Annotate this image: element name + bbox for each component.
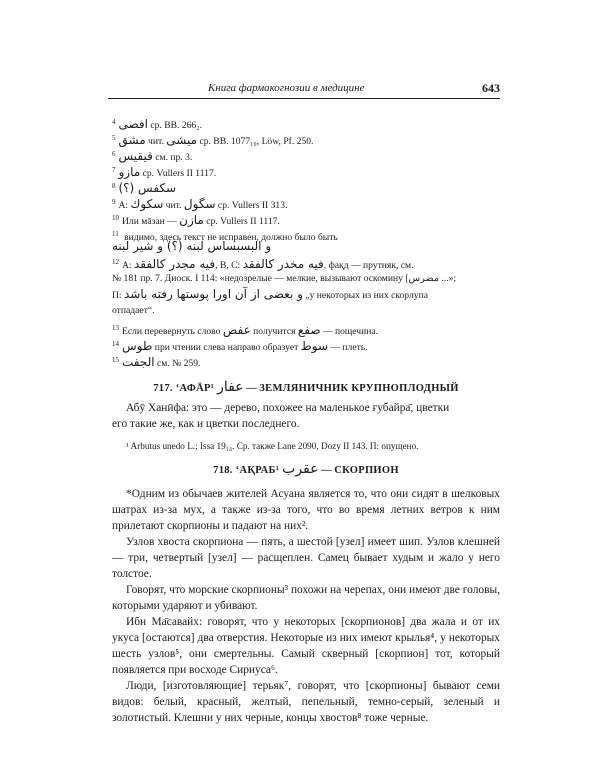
footnote-4: $^4$ افصى ср. BB. 266₂.: [112, 117, 202, 132]
footnote-12-line2: № 181 пр. 7. Диоск. I 114: «недозрелые — мелкие, вызывают оскомину [مضرس ...»;: [112, 273, 457, 284]
entry-717-line1: Абӯ Ханӣфа: это — дерево, похожее на маленькое ғубайра̄, цветки: [126, 402, 450, 414]
footnote-8: $^8$ سكفس (؟): [112, 181, 177, 196]
paragraph: Люди, [изготовляющие] терьяк⁷, говорят, что [скорпионы] бывают семи видов: белый, красный, желтый, пепельный, темно-серый, зеленый и золотистый. Клешни у них черные, концы хвостов⁸ тоже черные.: [112, 680, 500, 724]
footnote-12-line4: отпадает“.: [112, 305, 155, 316]
paragraph: Узлов хвоста скорпиона — пять, а шестой [узел] имеет шип. Узлов клешней — три, четвертый [узел] — расщеплен. Самец бывает худым и жало у него толстое.: [112, 536, 500, 580]
entry-718-body: [112, 486, 500, 726]
entry-717-line2: его такие же, как и цветки последнего.: [112, 418, 300, 430]
footnote-10: $^{10}$ Или мāзан — مازن ср. Vullers II 1117.: [112, 213, 280, 228]
entry-717-heading: 717. ‘АФĀР¹ عفار — ЗЕМЛЯНИЧНИК КРУПНОПЛОДНЫЙ: [153, 379, 459, 395]
footnote-15: $^{15}$ الجفت см. № 259.: [112, 355, 201, 370]
entry-718-heading: 718. ‘АҚРАБ¹ عقرب — СКОРПИОН: [213, 461, 399, 477]
footnote-12-line3: П: و بعضى از آن اورا پوستها رفته باشد „у некоторых из них скорлупа: [112, 287, 428, 301]
footnote-6: $^6$ قيقيس см. пр. 3.: [112, 149, 193, 164]
footnote-11: $^{11}$ видимо, здесь текст не исправен, должно было быть: [112, 230, 338, 244]
footnote-5: $^5$ مشق чит. ميشى ср. BB. 1077₁₉, Löw, Pf. 250.: [112, 133, 314, 148]
paragraph: Говорят, что морские скорпионы³ похожи на черепах, они имеют две головы, которыми ударяют и убивают.: [112, 584, 500, 612]
footnote-14: $^{14}$ طوس при чтении слева направо образует سوط — плеть.: [112, 339, 368, 354]
running-title: Книга фармакогнозии в медицине: [208, 82, 365, 94]
paragraph: Ибн Ма̄савайх: говорят, что у некоторых [скорпионов] два жала и от их укуса [остаются] два отверстия. Некоторые из них имеют крылья⁴, у некоторых шесть узлов⁵, они смертельны. Самый скверный [скорпион] тот, который появляется при восходе Сириуса⁶.: [112, 616, 500, 676]
entry-717-body: [112, 400, 500, 432]
running-head: [108, 80, 500, 99]
entry-717-note: ¹ Arbutus unedo L.; Issa 19₁₄. Ср. также Lane 2090, Dozy II 143. П: опущено.: [126, 441, 419, 451]
footnote-7: $^7$ مازو ср. Vullers II 1117.: [112, 165, 217, 180]
footnote-11-arabic: و البسبساس لبنه (؟) و شير لبنه: [112, 239, 272, 253]
footnote-9: $^9$ A: سكوك чит. سگول ср. Vullers II 313.: [112, 197, 288, 212]
footnote-13: $^{13}$ Если перевернуть слово عفص получится صفع — пощечина.: [112, 323, 379, 338]
paragraph: *Одним из обычаев жителей Асуана является то, что они сидят в шелковых шатрах из-за мух, а также из-за того, что во время летних ветров к ним прилетают скорпионы и падают на них².: [112, 488, 500, 532]
footnote-12-line1: $^{12}$ A: فيه مجدر كالفقد, B, C: فيه مخدر كالفقد, фақд — прутняк, см.: [112, 257, 414, 272]
page-number: 643: [482, 81, 500, 95]
